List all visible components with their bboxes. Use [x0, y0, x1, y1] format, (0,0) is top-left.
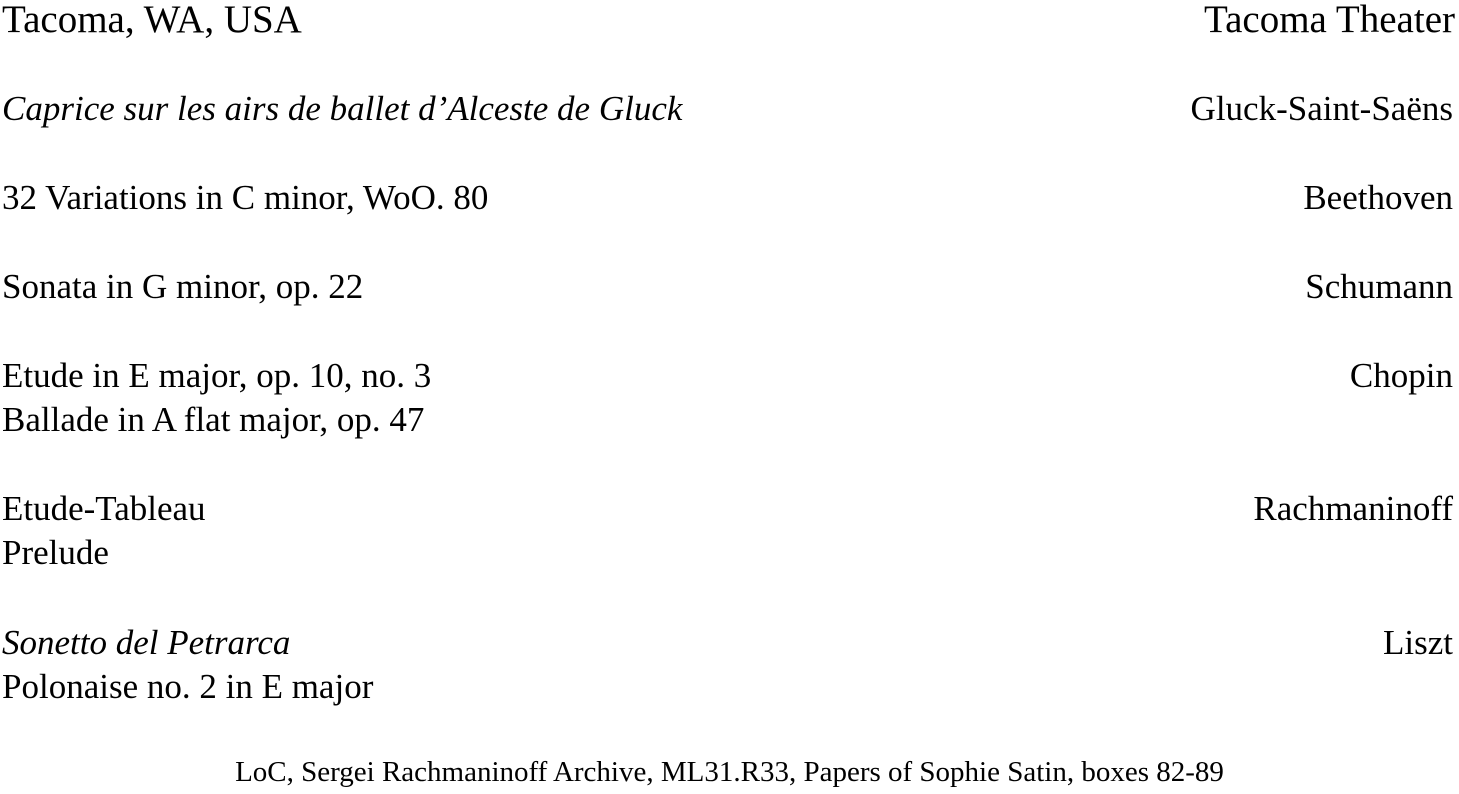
program-entry-6	[2, 621, 1453, 709]
program-work-title: 32 Variations in C minor, WoO. 80	[2, 178, 489, 217]
program-entry-1	[2, 87, 1453, 131]
program-composer: Chopin	[1349, 356, 1453, 395]
concert-venue: Tacoma Theater	[1204, 0, 1455, 41]
archive-source-note: LoC, Sergei Rachmaninoff Archive, ML31.R33, Papers of Sophie Satin, boxes 82-89	[235, 756, 1224, 788]
program-composer: Rachmaninoff	[1253, 489, 1453, 528]
program-composer: Gluck-Saint-Saëns	[1190, 89, 1453, 128]
program-works	[2, 487, 206, 575]
program-work-title: Etude-Tableau	[2, 489, 206, 528]
concert-location: Tacoma, WA, USA	[2, 0, 302, 41]
program-composer: Liszt	[1383, 623, 1453, 662]
program-work-title: Sonata in G minor, op. 22	[2, 267, 364, 306]
program-composer: Beethoven	[1303, 178, 1453, 217]
program-works	[2, 176, 488, 220]
program-entry-2	[2, 176, 1453, 220]
program-work-title: Caprice sur les airs de ballet d’Alceste de Gluck	[2, 89, 683, 128]
program-works	[2, 265, 363, 309]
concert-header	[2, 0, 1455, 40]
program-work-title: Ballade in A flat major, op. 47	[2, 400, 425, 439]
program-works	[2, 87, 682, 131]
program-work-title: Prelude	[2, 533, 109, 572]
program-work-title: Sonetto del Petrarca	[2, 623, 291, 662]
program-works	[2, 621, 373, 709]
program-work-title: Etude in E major, op. 10, no. 3	[2, 356, 432, 395]
program-entry-4	[2, 354, 1453, 442]
program-composer: Schumann	[1305, 267, 1453, 306]
program-work-title: Polonaise no. 2 in E major	[2, 667, 374, 706]
program-entry-5	[2, 487, 1453, 575]
program-entry-3	[2, 265, 1453, 309]
program-works	[2, 354, 431, 442]
